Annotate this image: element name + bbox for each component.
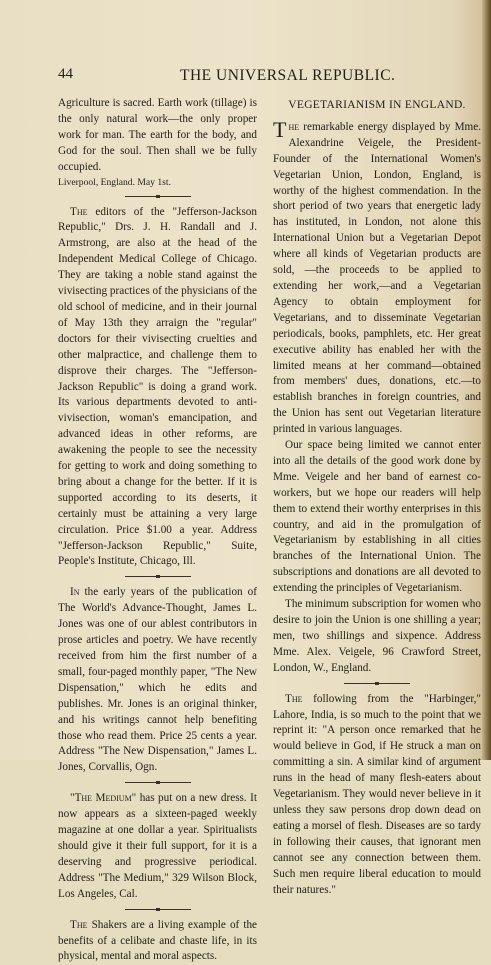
lead-word: The bbox=[70, 918, 88, 931]
paragraph-text: the early years of the publication of The World's Advance-Thought, James L. Jones was one of our ablest contributors in prose articles and poetry. We have recently received from him the first number of a small, four-paged monthly paper, "The New Dispensation," which he edits and publishes. Mr. Jones is an original thinker, and his writings cannot help benefiting those who read them. Price 25 cents a year. Address "The New Dispensation," James L. Jones, Corvallis, Ogn. bbox=[58, 586, 257, 774]
lead-word: In bbox=[70, 586, 80, 599]
jefferson-jackson-paragraph bbox=[58, 205, 257, 571]
paragraph-text: has put on a new dress. It now appears as a sixteen-paged weekly magazine at one dollar a year. Spiritualists should give it their full support, for it is a deserving and progressive periodical. Address "The Medium," 329 Wilson Block, Los Angeles, Cal. bbox=[58, 792, 257, 900]
veigele-paragraph bbox=[273, 116, 481, 438]
running-title: THE UNIVERSAL REPUBLIC. bbox=[180, 67, 396, 84]
section-divider bbox=[344, 683, 410, 684]
harbinger-paragraph bbox=[273, 692, 481, 899]
new-dispensation-paragraph bbox=[58, 585, 257, 776]
paragraph-text: Shakers are a living example of the benefits of a celibate and chaste life, in its physical, mental and moral aspects. bbox=[58, 918, 257, 963]
section-divider bbox=[125, 782, 191, 783]
paragraph-text: remarkable energy displayed by Mme. Alexandrine Veigele, the President-Founder of the International Women's Vegetarian Union, London, England, is worthy of the highest commendation. In the short period of two years that energetic lady has instituted, in London, not alone this International Union but a Vegetarian Depot where all kinds of Vegetarian products are sold, —the proceeds to be applied to extending her work,—and a Vegetarian Agency to obtain employment for Vegetarians, and to disseminate Vegetarian periodicals, books, pamphlets, etc. Her great executive ability has enabled her with the limited means at her command—obtained from members' dues, donations, etc.—to establish branches in foreign countries, and the Union has sent out Vegetarian literature printed in various languages. bbox=[273, 120, 481, 436]
agriculture-paragraph: Agriculture is sacred. Earth work (tillage) is the only natural work—the only proper work for man. The earth for the body, and God for the soul. Then shall we be fully occupied. bbox=[58, 97, 257, 173]
paragraph-text: following from the "Harbinger," Lahore, India, is so much to the point that we reprint it: "A person once remarked that he would believe in God, if He struck a man on committing a sin. A similar kind of argument runs in the head of many flesh-eaters about Vegetarianism. They would never believe in it unless they saw persons drop down dead on eating a morsel of flesh. Diseases are so tardy in following their causes, that ignorant men cannot see any connection between them. Such men require liberal education to mould their natures." bbox=[273, 692, 481, 896]
agriculture-source: Liverpool, England. May 1st. bbox=[58, 176, 171, 188]
right-column bbox=[273, 96, 481, 898]
section-divider bbox=[125, 909, 191, 910]
medium-paragraph bbox=[58, 791, 257, 902]
drop-cap: T bbox=[273, 116, 287, 142]
section-divider bbox=[125, 576, 191, 577]
left-column bbox=[58, 96, 257, 965]
lead-word: The bbox=[70, 205, 88, 218]
page-edge bbox=[482, 0, 491, 760]
lead-word: he bbox=[288, 120, 300, 133]
shakers-paragraph bbox=[58, 918, 257, 965]
subscription-paragraph: The minimum subscription for women who desire to join the Union is one shilling a year; men, two shillings and sixpence. Address Mme. Alex. Veigele, 96 Crawford Street, London, W., England. bbox=[273, 598, 481, 674]
section-divider bbox=[125, 196, 191, 197]
article-heading: VEGETARIANISM IN ENGLAND. bbox=[288, 99, 466, 111]
lead-word: The bbox=[285, 692, 303, 705]
space-limited-paragraph: Our space being limited we cannot enter into all the details of the good work done by Mme. Veigele and her band of earnest co-workers, but we hope our readers will help them to extend their worthy enterprises in this country, and aid in the promulgation of Vegetarianism by establishing in all cities branches of the International Union. The subscriptions and donations are all devoted to extending the principles of Vegetarianism. bbox=[273, 439, 481, 595]
paragraph-text: editors of the "Jefferson-Jackson Republic," Drs. J. H. Randall and J. Armstrong, are also at the head of the Independent Medical College of Chicago. They are taking a noble stand against the vivisecting practices of the physicians of the old school of medicine, and in their journal of May 13th they arraign the "regular" doctors for their vivisecting cruelties and other malpractice, and challenge them to disprove their charges. The "Jefferson-Jackson Republic" is doing a grand work. Its various departments devoted to anti-vivisection, woman's emancipation, and advanced ideas in other reforms, are awakening the people to see the necessity for getting to work and doing something to bring about a change for the better. If it is supported according to its deserts, it certainly must be attaining a very large circulation. Price $1.00 a year. Address "Jefferson-Jackson Republic," Suite, People's Institute, Chicago, Ill. bbox=[58, 205, 257, 568]
page-header bbox=[0, 66, 491, 88]
lead-word: "The Medium" bbox=[70, 792, 137, 805]
page-number: 44 bbox=[58, 66, 73, 82]
